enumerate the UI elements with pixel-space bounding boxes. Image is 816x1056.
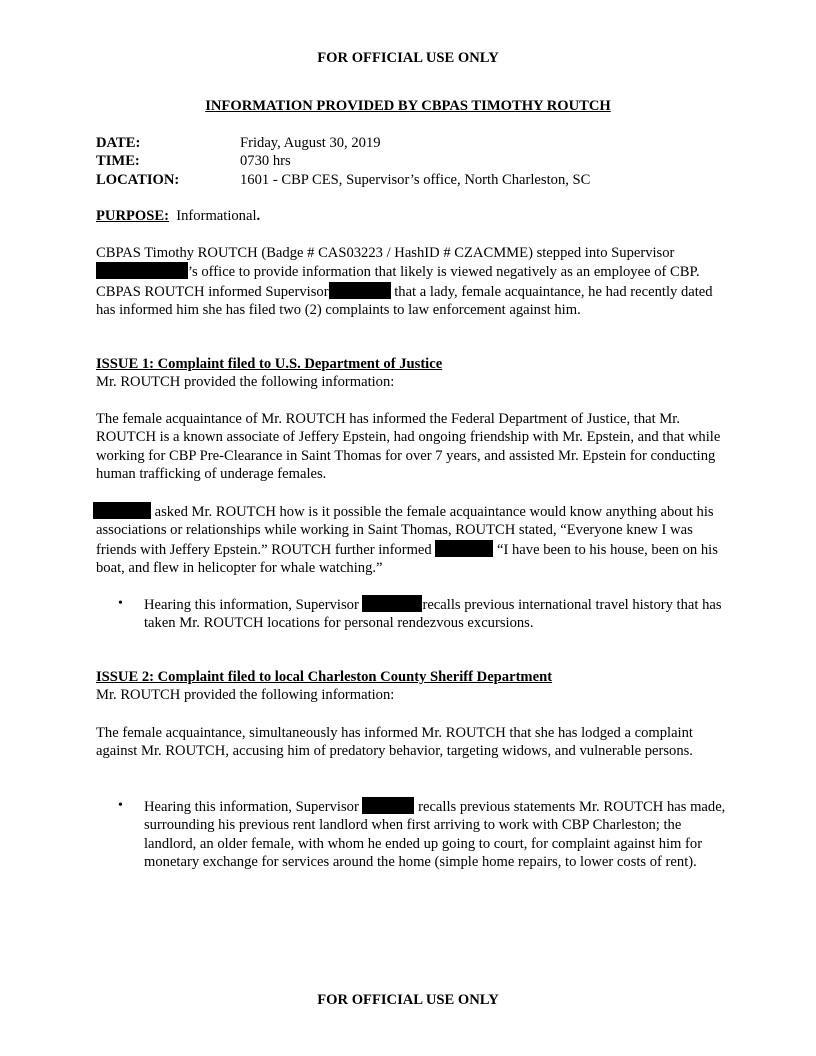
intro-text-3: that a lady, female acquaintance, he had recently dated has informed him she has filed two (2) complaints to law enforcement against him. xyxy=(96,283,713,318)
intro-text-2: ’s office to provide information that likely is viewed negatively as an employee of CBP. CBPAS ROUTCH informed Supervisor xyxy=(96,264,700,300)
issue1-paragraph-1: The female acquaintance of Mr. ROUTCH has informed the Federal Department of Justice, that Mr. ROUTCH is a known associate of Jeffery Epstein, had ongoing friendship with Mr. Epstein, and that while working for CBP Pre-Clearance in Saint Thomas for over 7 years, and assisted Mr. Epstein for conducting human trafficking of underage females. xyxy=(96,411,721,482)
issue1-bullet xyxy=(118,595,728,633)
issue1-para2-text-2: “I have been to his house, been on his boat, and flew in helicopter for whale watching.” xyxy=(96,541,718,576)
issue2-bullet-text-2: recalls previous statements Mr. ROUTCH has made, surrounding his previous rent landlord when first arriving to work with CBP Charleston; the landlord, an older female, with whom he ended up going to court, for complaint against him for monetary exchange for services around the home (simple home repairs, to lower costs of rent). xyxy=(144,799,726,870)
location-label: LOCATION: xyxy=(96,172,180,188)
issue1-bullet-text xyxy=(144,595,728,633)
issue2-bullet xyxy=(118,797,728,871)
bullet-icon: • xyxy=(118,596,123,611)
intro-paragraph xyxy=(96,244,726,319)
issue1-paragraph-2 xyxy=(96,502,726,577)
redaction-box xyxy=(329,282,391,299)
redaction-box xyxy=(96,262,188,279)
purpose-line xyxy=(96,207,726,225)
redaction-box xyxy=(362,797,414,814)
location-value: 1601 - CBP CES, Supervisor’s office, North Charleston, SC xyxy=(240,172,591,188)
header-classification: FOR OFFICIAL USE ONLY xyxy=(317,50,499,66)
time-label: TIME: xyxy=(96,153,140,169)
intro-text-1: CBPAS Timothy ROUTCH (Badge # CAS03223 / HashID # CZACMME) stepped into Supervisor xyxy=(96,245,675,261)
purpose-period: . xyxy=(256,208,261,224)
bullet-icon: • xyxy=(118,798,123,813)
time-value: 0730 hrs xyxy=(240,153,291,169)
issue2-paragraph-1: The female acquaintance, simultaneously has informed Mr. ROUTCH that she has lodged a complaint against Mr. ROUTCH, accusing him of predatory behavior, targeting widows, and vulnerable persons. xyxy=(96,725,693,760)
redaction-box xyxy=(362,595,422,612)
issue2-heading: ISSUE 2: Complaint filed to local Charleston County Sheriff Department xyxy=(96,669,553,685)
issue1-lead: Mr. ROUTCH provided the following information: xyxy=(96,374,395,390)
issue1-para2-text-1: asked Mr. ROUTCH how is it possible the female acquaintance would know anything about his associations or relationships while working in Saint Thomas, ROUTCH stated, “Everyone knew I was friends with Jeffery Epstein.” ROUTCH further informed xyxy=(96,504,714,558)
redaction-box xyxy=(93,502,151,519)
date-label: DATE: xyxy=(96,135,141,151)
date-value: Friday, August 30, 2019 xyxy=(240,135,381,151)
document-title: INFORMATION PROVIDED BY CBPAS TIMOTHY ROUTCH xyxy=(205,98,611,114)
issue1-bullet-text-2: recalls previous international travel history that has taken Mr. ROUTCH locations for personal rendezvous excursions. xyxy=(144,597,722,632)
purpose-value: Informational xyxy=(176,208,257,224)
issue1-bullet-text-1: Hearing this information, Supervisor xyxy=(144,597,363,613)
issue2-bullet-text xyxy=(144,797,728,871)
issue2-bullet-text-1: Hearing this information, Supervisor xyxy=(144,799,363,815)
footer-classification: FOR OFFICIAL USE ONLY xyxy=(317,992,499,1008)
purpose-label: PURPOSE: xyxy=(96,208,169,224)
redaction-box xyxy=(435,540,493,557)
issue2-lead: Mr. ROUTCH provided the following information: xyxy=(96,687,395,703)
issue1-heading: ISSUE 1: Complaint filed to U.S. Department of Justice xyxy=(96,356,443,372)
